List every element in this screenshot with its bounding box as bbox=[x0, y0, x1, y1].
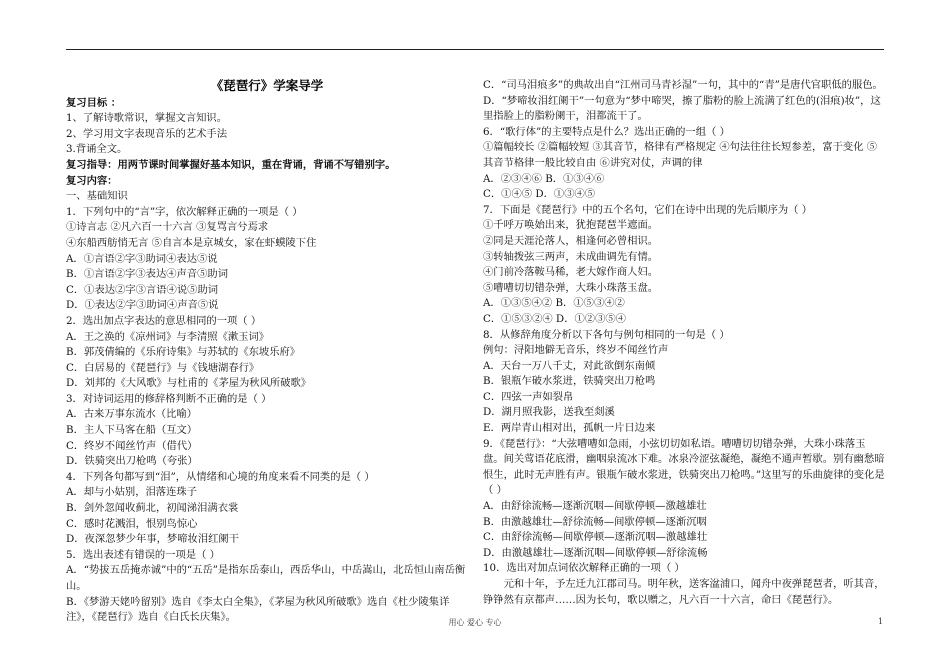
text-line: ④东船西舫悄无言 ⑤自言本是京城女，家在虾蟆陵下住 bbox=[66, 236, 317, 249]
text-line: 5．选出表述有错误的一项是（ ） bbox=[66, 548, 220, 561]
text-line: A．①③⑤④② B．①⑤③④② bbox=[483, 297, 625, 310]
text-line: C．四弦一声如裂帛 bbox=[483, 390, 574, 403]
text-line: ②同是天涯沦落人，相逢何必曾相识。 bbox=[483, 234, 659, 247]
text-line: C．感时花溅泪，恨别鸟惊心 bbox=[66, 517, 198, 530]
text-line: D．湖月照我影，送我至剡溪 bbox=[483, 406, 615, 419]
text-line: C．①④⑤ D．①③④⑤ bbox=[483, 188, 596, 201]
page-footer: 用心 爱心 专心 bbox=[448, 618, 502, 627]
text-line: 复习内容： bbox=[66, 174, 118, 187]
text-line: 2、学习用文字表现音乐的艺术手法 bbox=[66, 127, 228, 140]
text-line: ①篇幅较长 ②篇幅较短 ③其音节，格律有严格规定 ④句法往往长短参差，富于变化 ⑤其音节格律一般比较自由 ⑥讲究对仗，声调的律 bbox=[483, 141, 878, 169]
text-line: 9．《琵琶行》：“大弦嘈嘈如急雨，小弦切切如私语。嘈嘈切切错杂弹，大珠小珠落玉盘。间关莺语花底滑，幽咽泉流冰下难。冰泉冷涩弦凝绝，凝绝不通声暂歇。别有幽愁暗恨生，此时无声胜有声。银瓶乍破水浆迸，铁骑突出刀枪鸣。”这里写的乐曲旋律的变化是（ ） bbox=[483, 437, 885, 497]
text-line: ⑤嘈嘈切切错杂弹，大珠小珠落玉盘。 bbox=[483, 281, 659, 294]
text-line: B．《梦游天姥吟留别》选自《李太白全集》，《茅屋为秋风所破歌》选自《杜少陵集详注》，《琵琶行》选自《白氏长庆集》。 bbox=[66, 595, 450, 624]
text-line: D．由激越雄壮—逐渐沉咽—间歇停顿—舒徐流畅 bbox=[483, 546, 708, 559]
text-line: 复习目标 ： bbox=[66, 96, 122, 109]
right-lines bbox=[483, 78, 885, 608]
text-line: 7．下面是《琵琶行》中的五个名句，它们在诗中出现的先后顺序为（ ） bbox=[483, 203, 813, 216]
text-line: A．②③④⑥ B．①③④⑥ bbox=[483, 172, 605, 185]
text-line: 元和十年，予左迁九江郡司马。明年秋，送客湓浦口，闻舟中夜弹琵琶者，听其音，铮铮然有京都声……因为长句，歌以赠之，凡六百一十六言，命曰《琵琶行》。 bbox=[483, 578, 885, 606]
text-line: A．天台一万八千丈，对此欲倒东南倾 bbox=[483, 359, 656, 372]
text-line: 2．选出加点字表达的意思相同的一项（ ） bbox=[66, 314, 262, 327]
right-column bbox=[483, 78, 885, 608]
page-number: 1 bbox=[878, 617, 884, 626]
text-line: ①诗言志 ②凡六百一十六言 ③复骂言兮焉求 bbox=[66, 221, 269, 234]
text-line: 1、了解诗歌常识，掌握文言知识。 bbox=[66, 112, 228, 125]
text-line: 10．选出对加点词依次解释正确的一项（ ） bbox=[483, 562, 685, 575]
text-line: D．刘邦的《大风歌》与杜甫的《茅屋为秋风所破歌》 bbox=[66, 377, 312, 390]
left-column bbox=[66, 78, 468, 626]
text-line: A．却与小姑别，泪落连珠子 bbox=[66, 486, 197, 499]
text-line: D．“梦啼妆泪红阑干”一句意为“梦中啼哭，擦了脂粉的脸上流满了红色的(泪痕)妆”，这里指脸上的脂粉阑干，泪都流干了。 bbox=[483, 94, 881, 123]
text-line: ④门前冷落鞍马稀，老大嫁作商人妇。 bbox=[483, 266, 659, 279]
text-line: 1．下列句中的“言”字，依次解释正确的一项是（ ） bbox=[66, 205, 303, 218]
text-line: 3．对诗词运用的修辞格判断不正确的是（ ） bbox=[66, 392, 272, 405]
page-title: 《琵琶行》学案导学 bbox=[210, 78, 324, 93]
text-line: A．①言语②字③助词④表达⑤说 bbox=[66, 252, 218, 265]
text-line: E．两岸青山相对出，孤帆一片日边来 bbox=[483, 422, 656, 435]
text-line: B．由激越雄壮—舒徐流畅—间歇停顿—逐渐沉咽 bbox=[483, 515, 707, 528]
text-line: B．①言语②字③表达④声音⑤助词 bbox=[66, 268, 229, 281]
text-line: A．由舒徐流畅—逐渐沉咽—间歇停顿—激越雄壮 bbox=[483, 500, 707, 513]
text-line: 4．下列各句都写到“泪”，从情绪和心境的角度来看不同类的是（ ） bbox=[66, 470, 375, 483]
text-line: A．“势拔五岳掩赤诚”中的“五岳”是指东岳泰山，西岳华山，中岳嵩山，北岳恒山南岳衡山。 bbox=[66, 564, 466, 592]
text-line: 6．“歌行体”的主要特点是什么？选出正确的一组（ ） bbox=[483, 125, 730, 138]
left-lines bbox=[66, 96, 468, 626]
text-line: C．“司马泪痕多”的典故出自“江州司马青衫湿”一句，其中的“青”是唐代官职低的服色。 bbox=[483, 79, 883, 91]
text-line: D．夜深忽梦少年事，梦啼妆泪红阑干 bbox=[66, 533, 240, 546]
text-line: ③转轴拨弦三两声，未成曲调先有情。 bbox=[483, 250, 659, 263]
text-line: D．①表达②字③助词④声音⑤说 bbox=[66, 299, 219, 312]
text-line: C．终岁不闻丝竹声（借代） bbox=[66, 439, 198, 452]
text-line: 复习指导：用两节课时间掌握好基本知识，重在背诵，背诵不写错别字。 bbox=[66, 158, 396, 171]
text-line: B．郭茂倩编的《乐府诗集》与苏轼的《东坡乐府》 bbox=[66, 346, 301, 359]
text-line: A．王之涣的《凉州词》与李清照《漱玉词》 bbox=[66, 330, 270, 343]
text-line: 一、基础知识 bbox=[66, 190, 128, 203]
text-line: B．银瓶乍破水浆迸，铁骑突出刀枪鸣 bbox=[483, 375, 656, 388]
text-line: C．①表达②字③言语④说⑤助词 bbox=[66, 283, 219, 296]
text-line: 例句：浔阳地僻无音乐，终岁不闻丝竹声 bbox=[483, 344, 669, 357]
text-line: ①千呼万唤始出来，犹抱琵琶半遮面。 bbox=[483, 219, 659, 232]
text-line: D．铁骑突出刀枪鸣（夸张） bbox=[66, 455, 198, 468]
text-line: A．古来万事东流水（比喻） bbox=[66, 408, 197, 421]
header-rule bbox=[66, 49, 884, 50]
text-line: B．主人下马客在船（互文） bbox=[66, 424, 198, 437]
text-line: 3.背诵全文。 bbox=[66, 143, 128, 156]
text-line: C．由舒徐流畅—间歇停顿—逐渐沉咽—激越雄壮 bbox=[483, 531, 708, 544]
text-line: B．剑外忽闻收蓟北，初闻涕泪满衣裳 bbox=[66, 502, 239, 515]
text-line: C．①⑤③②④ D．①②③⑤④ bbox=[483, 312, 626, 325]
text-line: C．白居易的《琵琶行》与《钱塘湖春行》 bbox=[66, 361, 260, 374]
text-line: 8．从修辞角度分析以下各句与例句相同的一句是（ ） bbox=[483, 328, 730, 341]
